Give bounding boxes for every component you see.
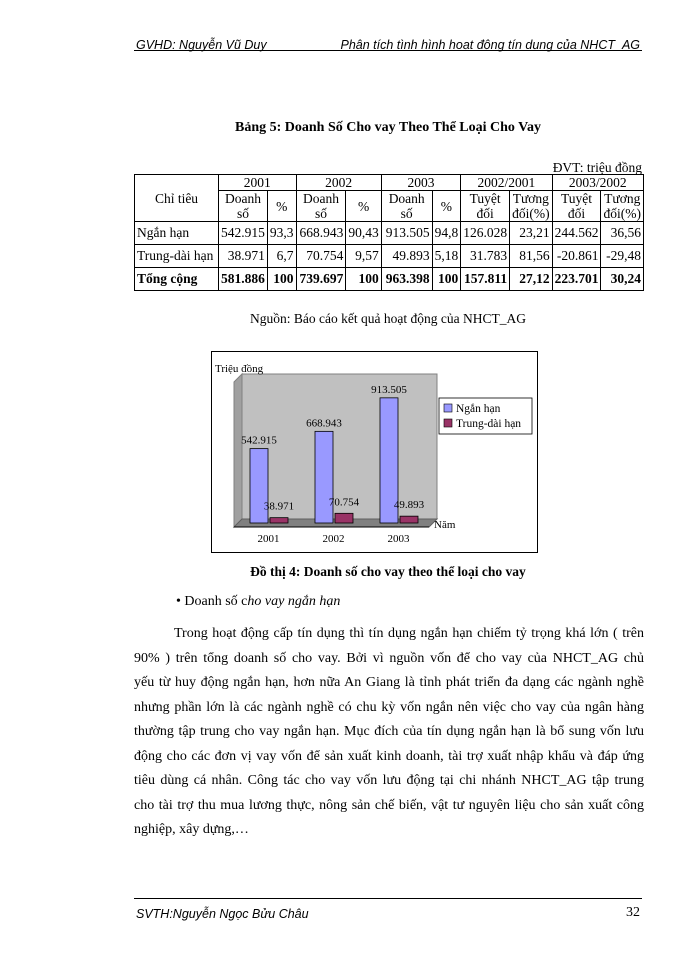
- table-cell: 90,43: [346, 222, 381, 245]
- table-cell: 126.028: [461, 222, 510, 245]
- table-cell: 913.505: [381, 222, 432, 245]
- data-label: 913.505: [371, 383, 407, 396]
- legend-swatch: [444, 419, 452, 427]
- table-cell: 30,24: [601, 268, 644, 291]
- bar-ngan-han: [315, 431, 333, 523]
- table-cell: 100: [346, 268, 381, 291]
- bar-trung-dai-han: [335, 513, 353, 523]
- plot-side-wall: [234, 374, 242, 527]
- table-cell: 668.943: [296, 222, 346, 245]
- sub-doanh-so: Doanh số: [219, 191, 268, 222]
- x-tick-label: 2003: [387, 533, 410, 545]
- footer-author: SVTH:Nguyễn Ngọc Bửu Châu: [136, 907, 309, 921]
- page-footer: [134, 898, 642, 919]
- data-label: 668.943: [306, 417, 342, 430]
- col-compare: 2002/2001: [461, 175, 552, 191]
- table-row: [135, 245, 644, 268]
- table-cell: 223.701: [552, 268, 601, 291]
- table-body: [135, 222, 644, 291]
- table-cell: 93,3: [267, 222, 296, 245]
- paragraph-line: nhưng phần lớn là các ngành nghề có chu kỳ vốn ngắn nên việc cho vay của ngân hàng: [134, 699, 644, 715]
- table-cell: 100: [432, 268, 461, 291]
- sub-doanh-so: Doanh số: [296, 191, 346, 222]
- sub-pct: %: [432, 191, 461, 222]
- paragraph-line: thường tập trung cho vay ngắn hạn. Mục đích của tín dụng ngắn hạn là bổ sung vốn lưu: [134, 724, 644, 739]
- paragraph-line: yếu từ huy động ngắn hạn, hơn nữa An Giang là tỉnh phát triển đa dạng các ngành nghề: [134, 675, 644, 690]
- table-source: Nguồn: Báo cáo kết quả hoạt động của NHCT_AG: [250, 311, 526, 326]
- col-year: 2001: [219, 175, 297, 191]
- sub-tuyet-doi: Tuyệt đối: [461, 191, 510, 222]
- x-tick-label: 2002: [322, 533, 345, 545]
- table-cell: 581.886: [219, 268, 268, 291]
- data-label: 38.971: [263, 500, 295, 513]
- table-cell: 81,56: [510, 245, 553, 268]
- table-row: [135, 222, 644, 245]
- paragraph-line: Trong hoạt động cấp tín dụng thì tín dụng ngắn hạn chiếm tỷ trọng khá lớn ( trên: [174, 626, 644, 641]
- table-cell: 70.754: [296, 245, 346, 268]
- table-cell: 963.398: [381, 268, 432, 291]
- body-paragraph: [134, 622, 644, 843]
- bar-trung-dai-han: [400, 516, 418, 523]
- paragraph-line: nghiệp, xây dựng,…: [134, 822, 249, 837]
- bar-chart: [211, 351, 538, 553]
- row-label: Ngắn hạn: [135, 222, 219, 245]
- row-label: Trung-dài hạn: [135, 245, 219, 268]
- page-header: [134, 28, 642, 51]
- legend-entry: Ngắn hạn: [456, 403, 501, 415]
- table-cell: 6,7: [267, 245, 296, 268]
- paragraph-line: tiêu dùng cá nhân. Công tác cho vay vốn lưu động tại chi nhánh NHCT_AG tập trung: [134, 773, 644, 788]
- legend-entry: Trung-dài hạn: [456, 418, 522, 430]
- legend-swatch: [444, 404, 452, 412]
- bullet-text: Doanh số c: [184, 594, 248, 609]
- paragraph-line: cho tài trợ thu mua lương thực, nông sản chế biến, vật tư nguyên liệu cho sản xuất công: [134, 797, 644, 813]
- chart-caption: Đồ thị 4: Doanh số cho vay theo thể loại cho vay: [250, 564, 526, 579]
- table-cell: 49.893: [381, 245, 432, 268]
- table-title: Bảng 5: Doanh Số Cho vay Theo Thể Loại Cho Vay: [234, 120, 542, 135]
- page-number: 32: [626, 905, 640, 920]
- table-cell: 100: [267, 268, 296, 291]
- bullet-text-emph: ho vay ngắn hạn: [247, 594, 341, 609]
- col-chi-tieu: Chỉ tiêu: [135, 175, 219, 222]
- header-document-title: Phân tích tình hình hoạt động tín dụng của NHCT_AG: [340, 38, 640, 52]
- row-label: Tổng cộng: [135, 268, 219, 291]
- paragraph-line: động cho các đơn vị vay vốn để sản xuất kinh doanh, tài trợ xuất nhập khẩu và đáp ứng: [134, 748, 644, 764]
- col-year: 2003: [381, 175, 460, 191]
- data-label: 70.754: [328, 496, 360, 509]
- loan-table: [134, 174, 644, 291]
- header-advisor: GVHD: Nguyễn Vũ Duy: [136, 38, 267, 52]
- bullet-item: [176, 594, 340, 610]
- table-cell: 36,56: [601, 222, 644, 245]
- table-cell: 542.915: [219, 222, 268, 245]
- sub-tuyet-doi: Tuyệt đối: [552, 191, 601, 222]
- sub-pct: %: [267, 191, 296, 222]
- col-compare: 2003/2002: [552, 175, 643, 191]
- table-cell: 244.562: [552, 222, 601, 245]
- data-label: 49.893: [393, 499, 425, 512]
- table-unit: ĐVT: triệu đồng: [552, 160, 642, 175]
- table-row: [135, 268, 644, 291]
- paragraph-line: 90% ) trên tổng doanh số cho vay. Bởi vì nguồn vốn để cho vay của NHCT_AG chủ: [134, 650, 644, 666]
- y-axis-label: Triệu đồng: [215, 363, 264, 375]
- x-tick-label: 2001: [257, 533, 280, 545]
- table-cell: 23,21: [510, 222, 553, 245]
- table-cell: -20.861: [552, 245, 601, 268]
- table-header-row: [135, 175, 644, 191]
- table-cell: 94,8: [432, 222, 461, 245]
- sub-doanh-so: Doanh số: [381, 191, 432, 222]
- bar-trung-dai-han: [270, 518, 288, 523]
- x-axis-label: Năm: [434, 519, 456, 531]
- sub-pct: %: [346, 191, 381, 222]
- data-label: 542.915: [241, 434, 277, 447]
- table-cell: 5,18: [432, 245, 461, 268]
- table-cell: 157.811: [461, 268, 510, 291]
- table-cell: 31.783: [461, 245, 510, 268]
- table-cell: 739.697: [296, 268, 346, 291]
- sub-tuong-doi: Tương đối(%): [601, 191, 644, 222]
- table-cell: 9,57: [346, 245, 381, 268]
- table-cell: -29,48: [601, 245, 644, 268]
- table-cell: 38.971: [219, 245, 268, 268]
- chart-svg: [212, 352, 537, 552]
- col-year: 2002: [296, 175, 381, 191]
- bullet-icon: •: [176, 594, 181, 609]
- sub-tuong-doi: Tương đối(%): [510, 191, 553, 222]
- table-cell: 27,12: [510, 268, 553, 291]
